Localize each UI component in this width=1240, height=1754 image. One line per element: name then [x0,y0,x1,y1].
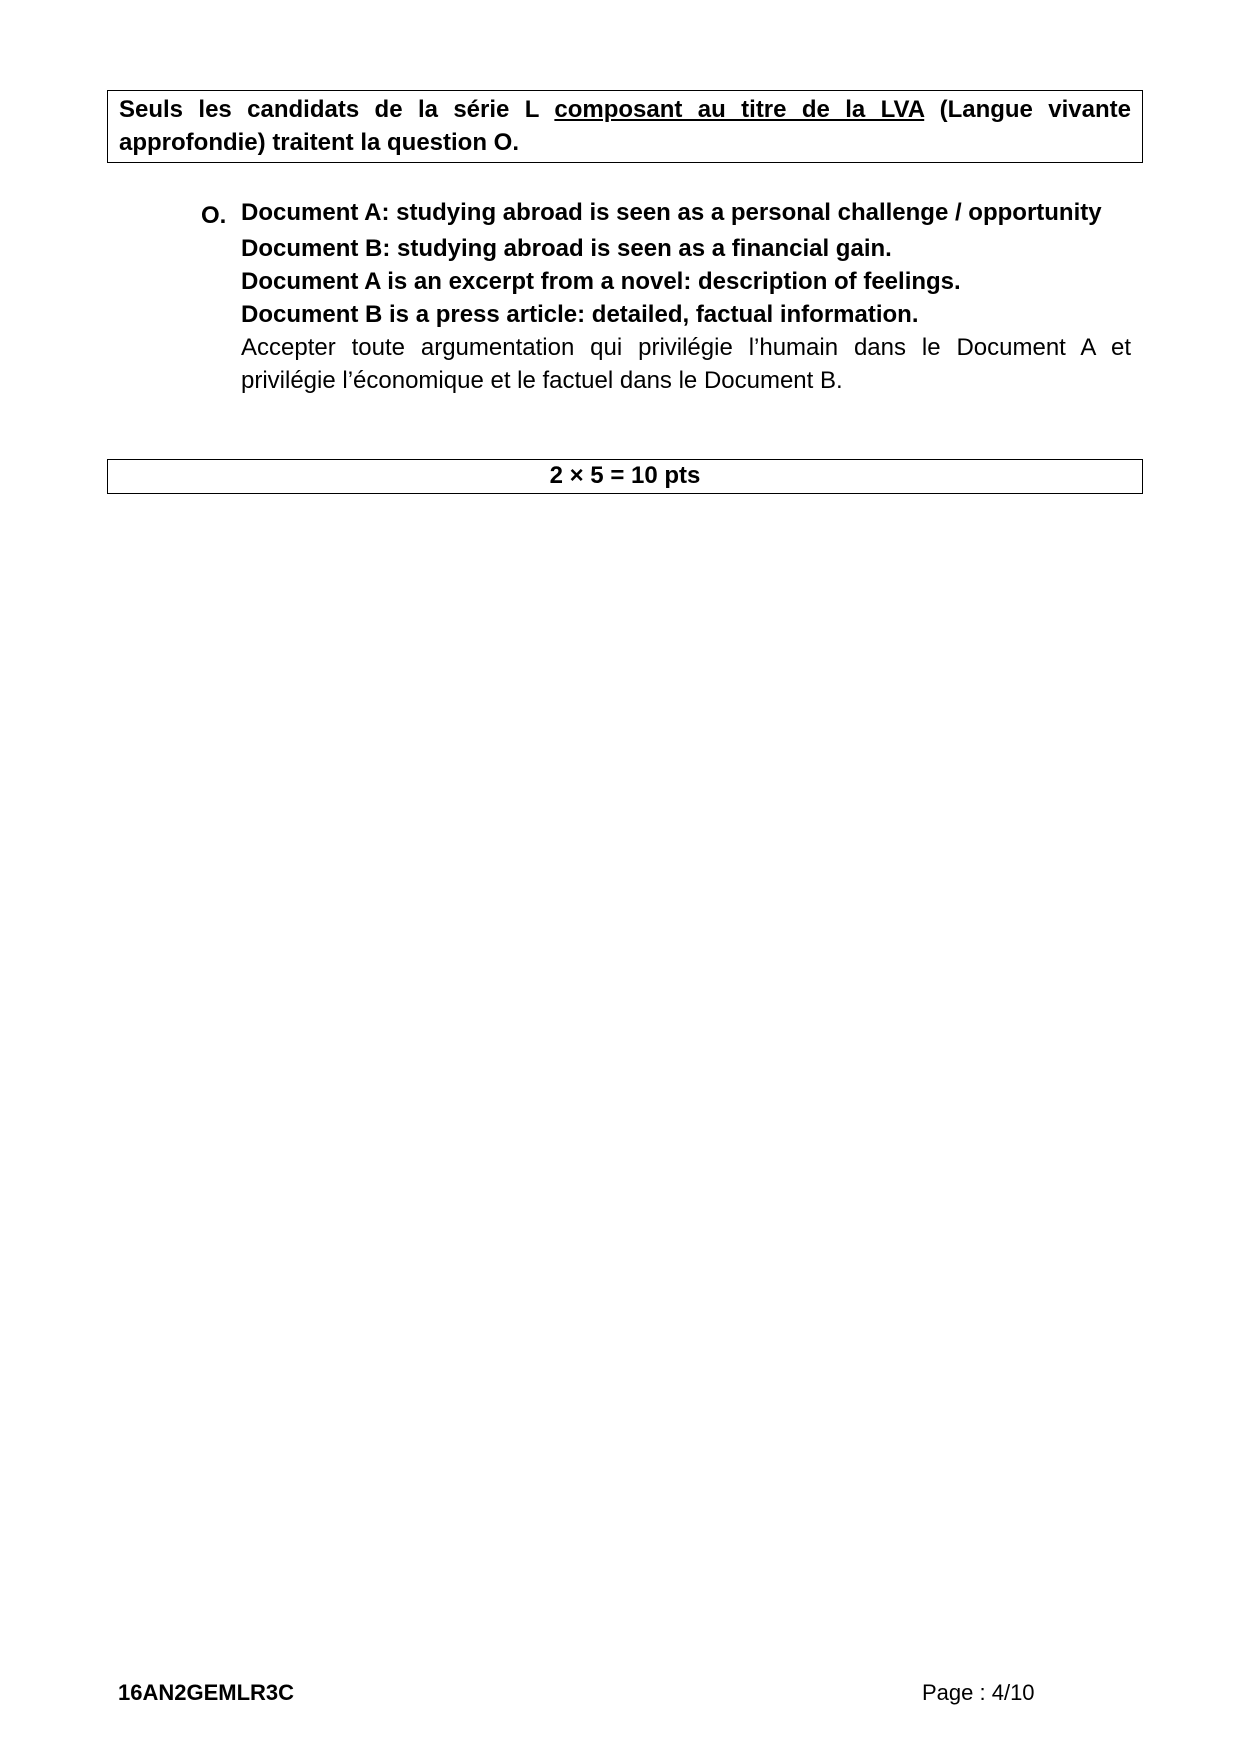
answer-line-4: Document B is a press article: detailed, factual information. [241,301,919,328]
notice-text-end: (Langue vivante approfondie) traitent la question O. [119,96,1131,156]
score-box: 2 × 5 = 10 pts [107,459,1143,494]
instruction-notice [107,90,1143,163]
answer-line-3: Document A is an excerpt from a novel: description of feelings. [241,268,961,295]
document-code: 16AN2GEMLR3C [118,1680,295,1705]
notice-text-underlined: composant au titre de la LVA [554,96,925,123]
answer-line-2: Document B: studying abroad is seen as a financial gain. [241,235,892,262]
question-label: O. [201,202,227,229]
answer-o [201,199,1131,397]
notice-text-start: Seuls les candidats de la série L [119,96,555,123]
answer-line-1: Document A: studying abroad is seen as a personal challenge / opportunity [241,199,1102,226]
grading-note: Accepter toute argumentation qui privilégie l’humain dans le Document A et privilégie l’économique et le factuel dans le Document B. [241,334,1131,394]
page-number: Page : 4/10 [922,1680,1035,1705]
answer-content [241,199,1131,397]
